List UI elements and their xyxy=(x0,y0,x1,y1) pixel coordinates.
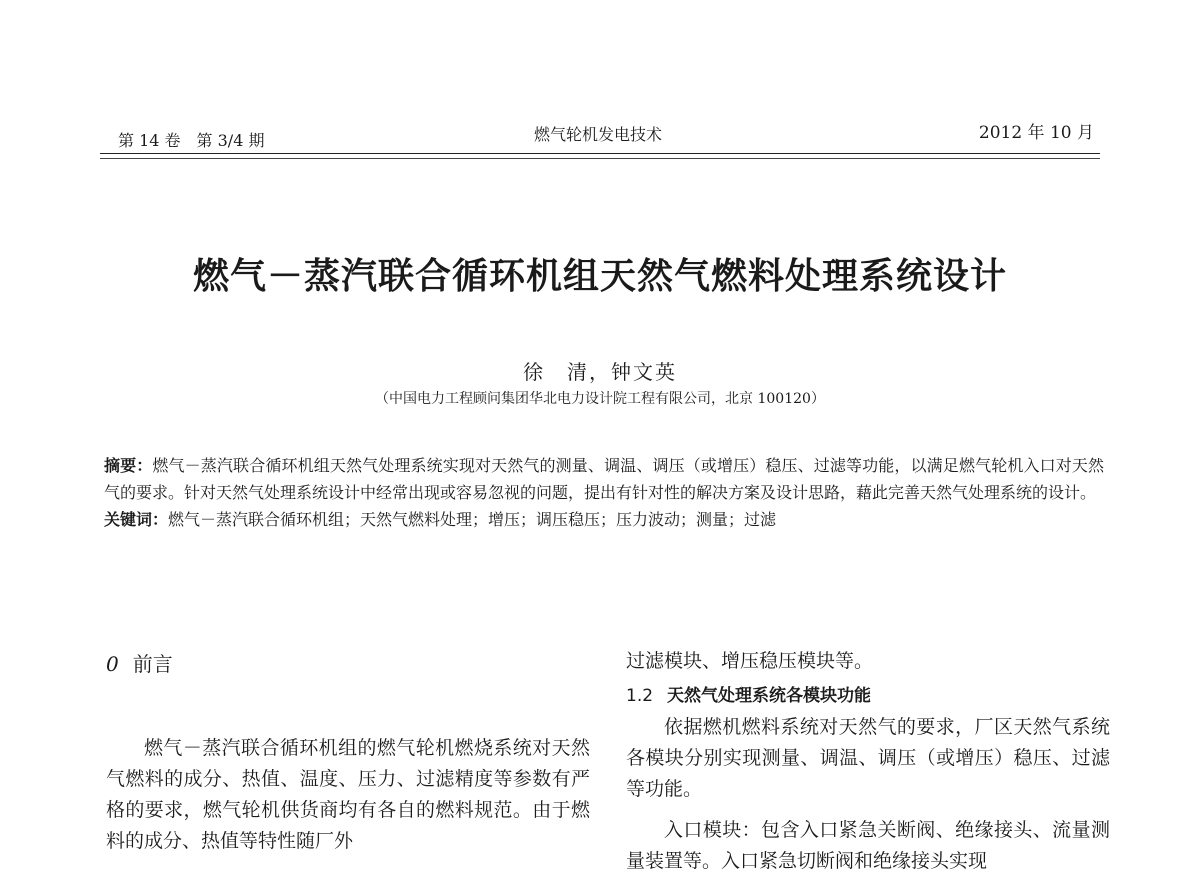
paper-title: 燃气－蒸汽联合循环机组天然气燃料处理系统设计 xyxy=(192,256,1007,297)
header-rule-thin xyxy=(100,158,1100,159)
journal-name: 燃气轮机发电技术 xyxy=(534,125,663,144)
section-title: 前言 xyxy=(132,652,173,676)
section-number: 0 xyxy=(106,652,119,676)
publication-date: 2012 年 10 月 xyxy=(978,123,1094,143)
abstract-paragraph xyxy=(104,452,1104,506)
abstract-block xyxy=(104,452,1104,533)
subsection-heading xyxy=(626,681,1110,706)
subsection-title: 天然气处理系统各模块功能 xyxy=(667,686,872,706)
abstract-label: 摘要： xyxy=(104,456,153,475)
keywords-label: 关键词： xyxy=(104,510,169,529)
affiliation: （中国电力工程顾问集团华北电力设计院工程有限公司，北京 100120） xyxy=(375,391,825,407)
abstract-text: 燃气－蒸汽联合循环机组天然气处理系统实现对天然气的测量、调温、调压（或增压）稳压、过滤等功能，以满足燃气轮机入口对天然气的要求。针对天然气处理系统设计中经常出现或容易忽视的问题，提出有针对性的解决方案及设计思路，藉此完善天然气处理系统的设计。 xyxy=(104,456,1104,502)
module-function-paragraph: 依据燃机燃料系统对天然气的要求，厂区天然气系统各模块分别实现测量、调温、调压（或增压）稳压、过滤等功能。 xyxy=(626,716,1110,800)
running-header xyxy=(100,116,1100,156)
left-column xyxy=(106,648,590,857)
volume-issue: 第 14 卷 第 3/4 期 xyxy=(118,131,265,150)
header-rule xyxy=(100,153,1100,154)
right-column xyxy=(626,646,1110,877)
intro-paragraph: 燃气－蒸汽联合循环机组的燃气轮机燃烧系统对天然气燃料的成分、热值、温度、压力、过滤精度等参数有严格的要求，燃气轮机供货商均有各自的燃料规范。由于燃料的成分、热值等特性随厂外 xyxy=(106,737,590,852)
section-heading xyxy=(106,648,590,677)
keywords-text: 燃气－蒸汽联合循环机组；天然气燃料处理；增压；调压稳压；压力波动；测量；过滤 xyxy=(168,510,777,529)
inlet-module-paragraph: 入口模块：包含入口紧急关断阀、绝缘接头、流量测量装置等。入口紧急切断阀和绝缘接头实现 xyxy=(626,819,1110,872)
subsection-number: 1.2 xyxy=(626,686,654,706)
author-list: 徐 清，钟文英 xyxy=(523,360,677,384)
continuation-text: 过滤模块、增压稳压模块等。 xyxy=(626,650,874,672)
keywords-paragraph xyxy=(104,506,1104,533)
